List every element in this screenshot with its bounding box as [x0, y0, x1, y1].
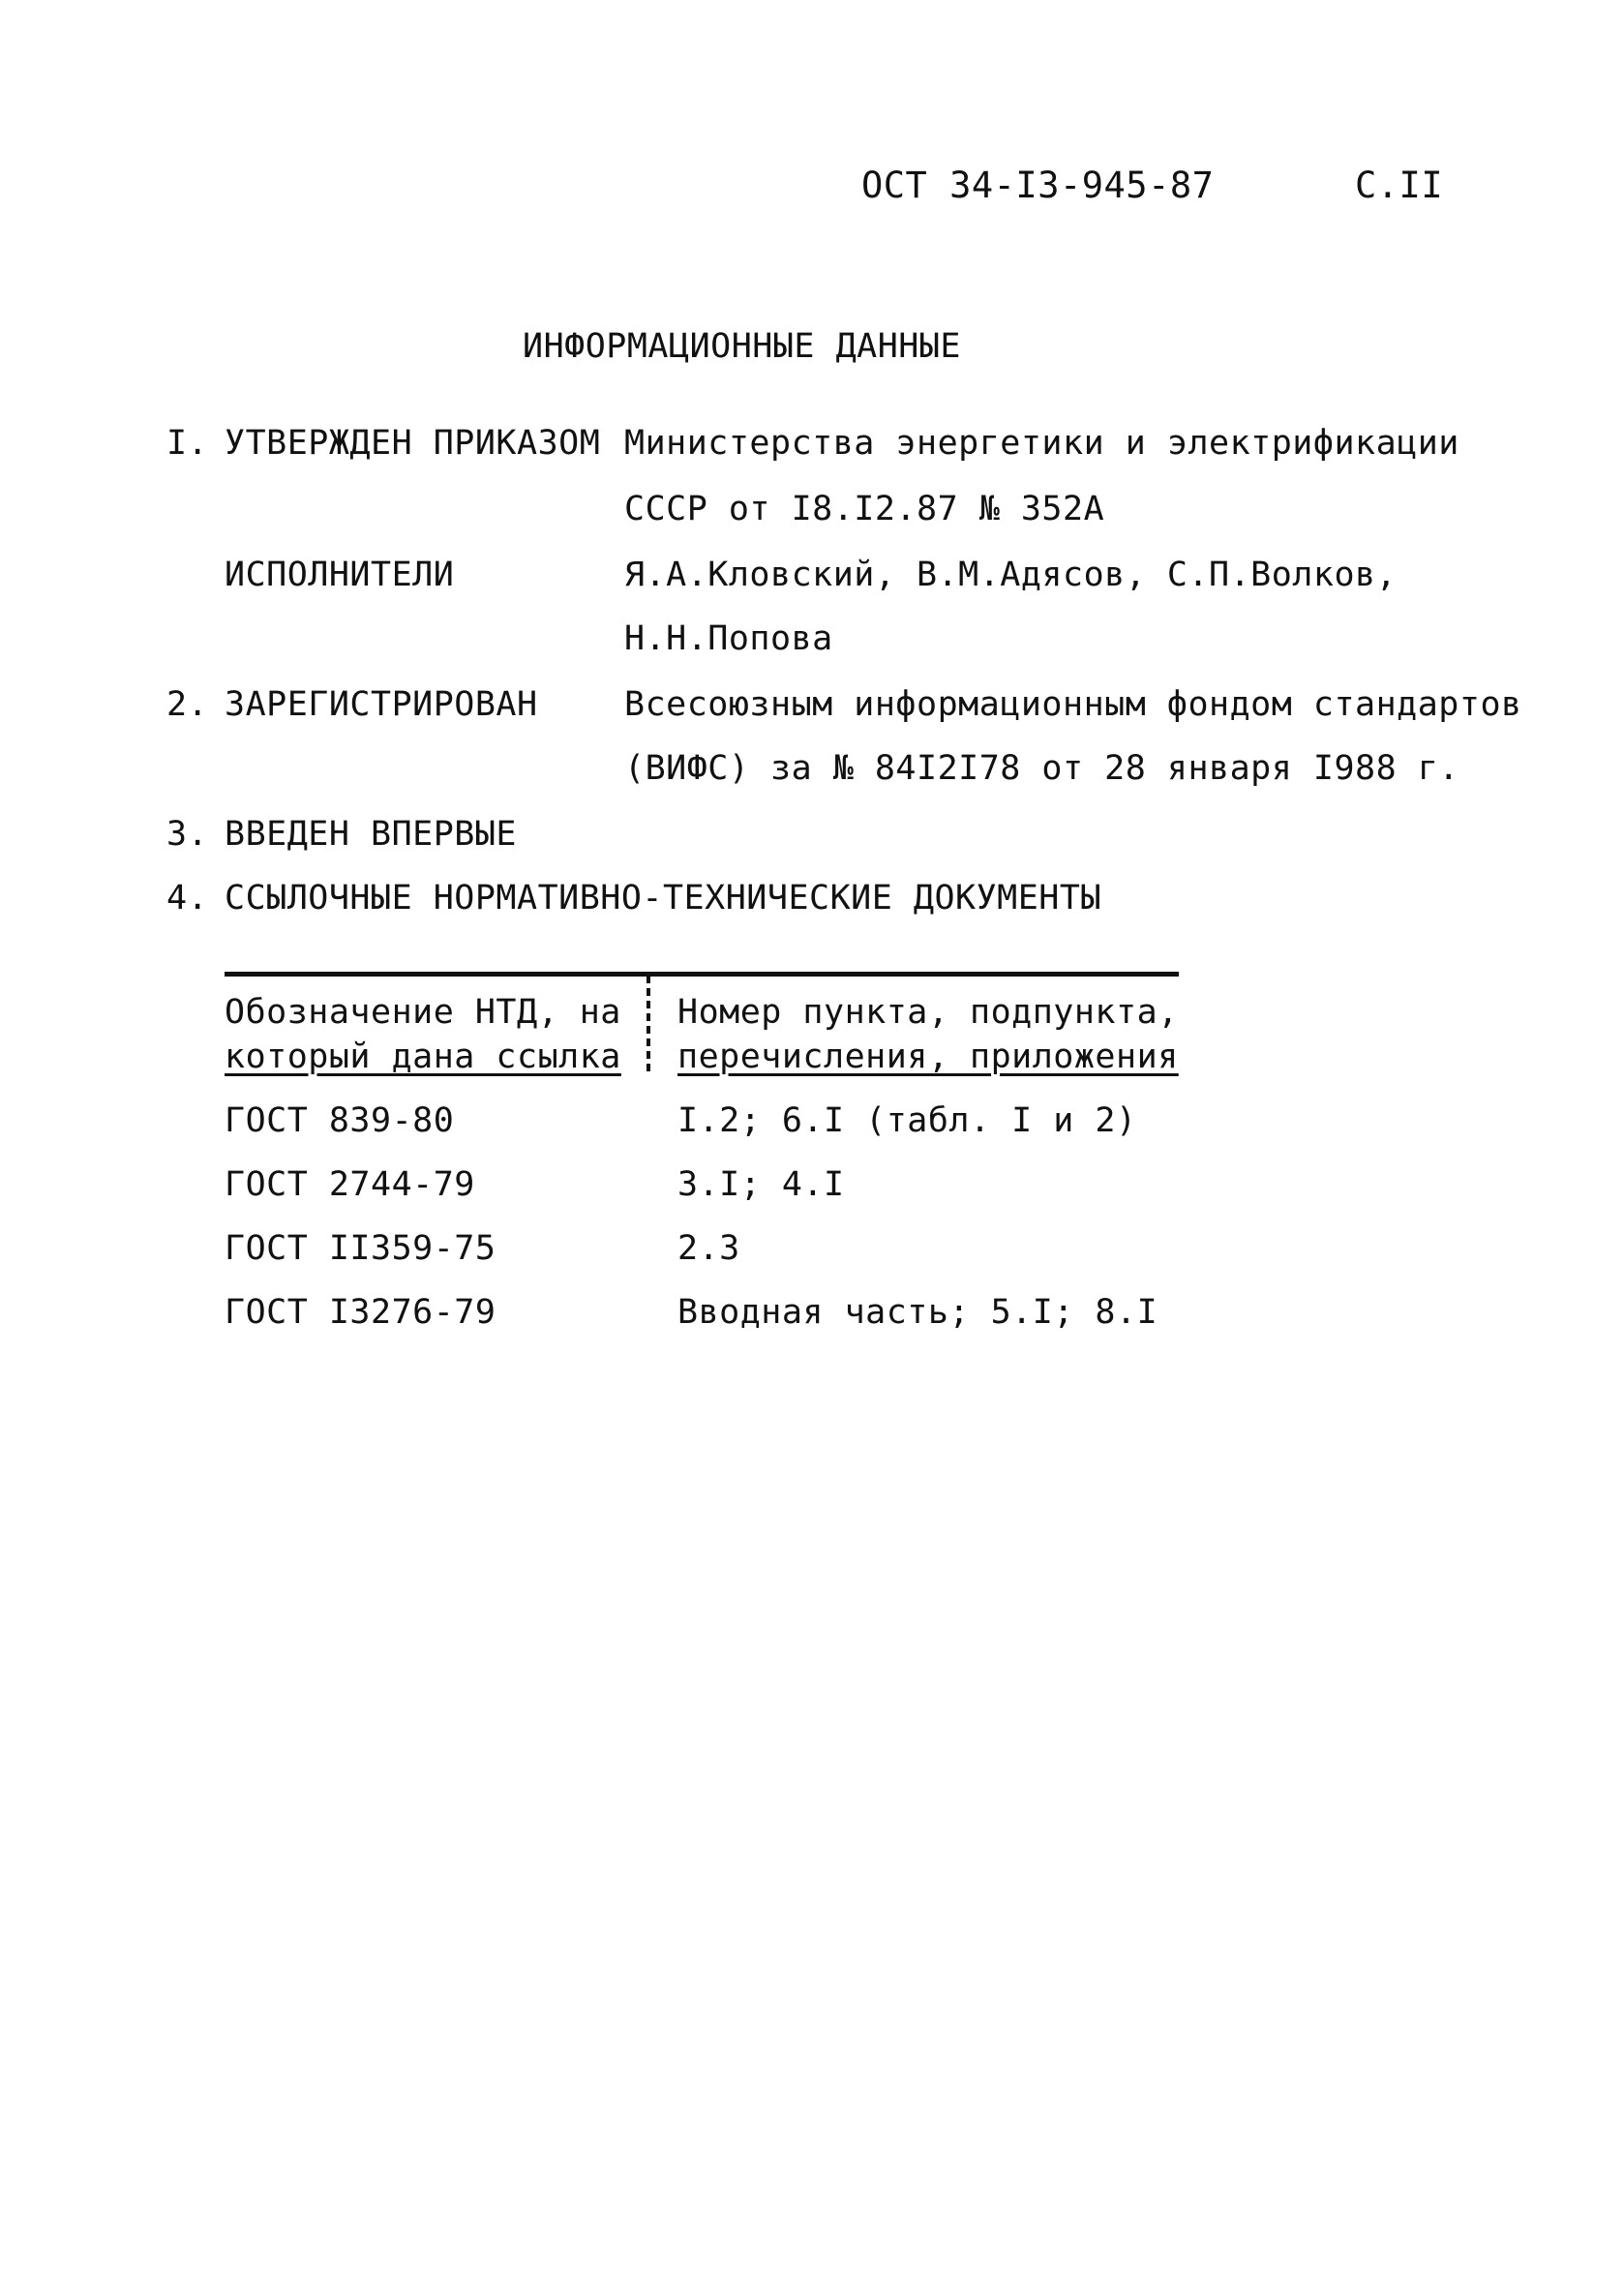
item-4-number: 4. — [166, 879, 209, 917]
executors-label: ИСПОЛНИТЕЛИ — [225, 556, 455, 594]
item-2-line-1: Всесоюзным информационным фондом стандартов — [624, 685, 1522, 724]
item-1-line-2: СССР от I8.I2.87 № 352А — [624, 490, 1105, 528]
table-row-2-clauses: 3.I; 4.I — [677, 1165, 845, 1204]
item-3-label: ВВЕДЕН ВПЕРВЫЕ — [225, 815, 518, 854]
item-2-line-2: (ВИФС) за № 84I2I78 от 28 января I988 г. — [624, 749, 1459, 788]
table-row-3-clauses: 2.3 — [677, 1229, 740, 1268]
item-2-label: ЗАРЕГИСТРИРОВАН — [225, 685, 538, 724]
table-header-col2-line-2: перечисления, приложения — [677, 1038, 1179, 1076]
table-header-col2-line-1: Номер пункта, подпункта, — [677, 993, 1179, 1032]
table-row-2-designation: ГОСТ 2744-79 — [225, 1165, 475, 1204]
document-code: ОСТ 34-I3-945-87 — [861, 165, 1215, 206]
page-number: С.II — [1355, 165, 1444, 206]
table-row-1-designation: ГОСТ 839-80 — [225, 1101, 455, 1140]
item-4-label: ССЫЛОЧНЫЕ НОРМАТИВНО-ТЕХНИЧЕСКИЕ ДОКУМЕНТЫ — [225, 879, 1102, 917]
executors-line-1: Я.А.Кловский, В.М.Адясов, С.П.Волков, — [624, 556, 1398, 594]
table-top-rule — [225, 972, 1179, 977]
executors-line-2: Н.Н.Попова — [624, 619, 833, 658]
item-1-line-1: Министерства энергетики и электрификации — [624, 424, 1459, 463]
table-row-4-clauses: Вводная часть; 5.I; 8.I — [677, 1293, 1158, 1332]
table-row-4-designation: ГОСТ I3276-79 — [225, 1293, 496, 1332]
item-3-number: 3. — [166, 815, 209, 854]
table-header-col1-line-2: который дана ссылка — [225, 1038, 621, 1076]
item-1-number: I. — [166, 424, 209, 463]
item-1-label: УТВЕРЖДЕН ПРИКАЗОМ — [225, 424, 601, 463]
table-row-1-clauses: I.2; 6.I (табл. I и 2) — [677, 1101, 1137, 1140]
page-title: ИНФОРМАЦИОННЫЕ ДАННЫЕ — [523, 327, 962, 366]
table-row-3-designation: ГОСТ II359-75 — [225, 1229, 496, 1268]
table-column-divider — [647, 976, 650, 1072]
item-2-number: 2. — [166, 685, 209, 724]
table-header-col1-line-1: Обозначение НТД, на — [225, 993, 621, 1032]
